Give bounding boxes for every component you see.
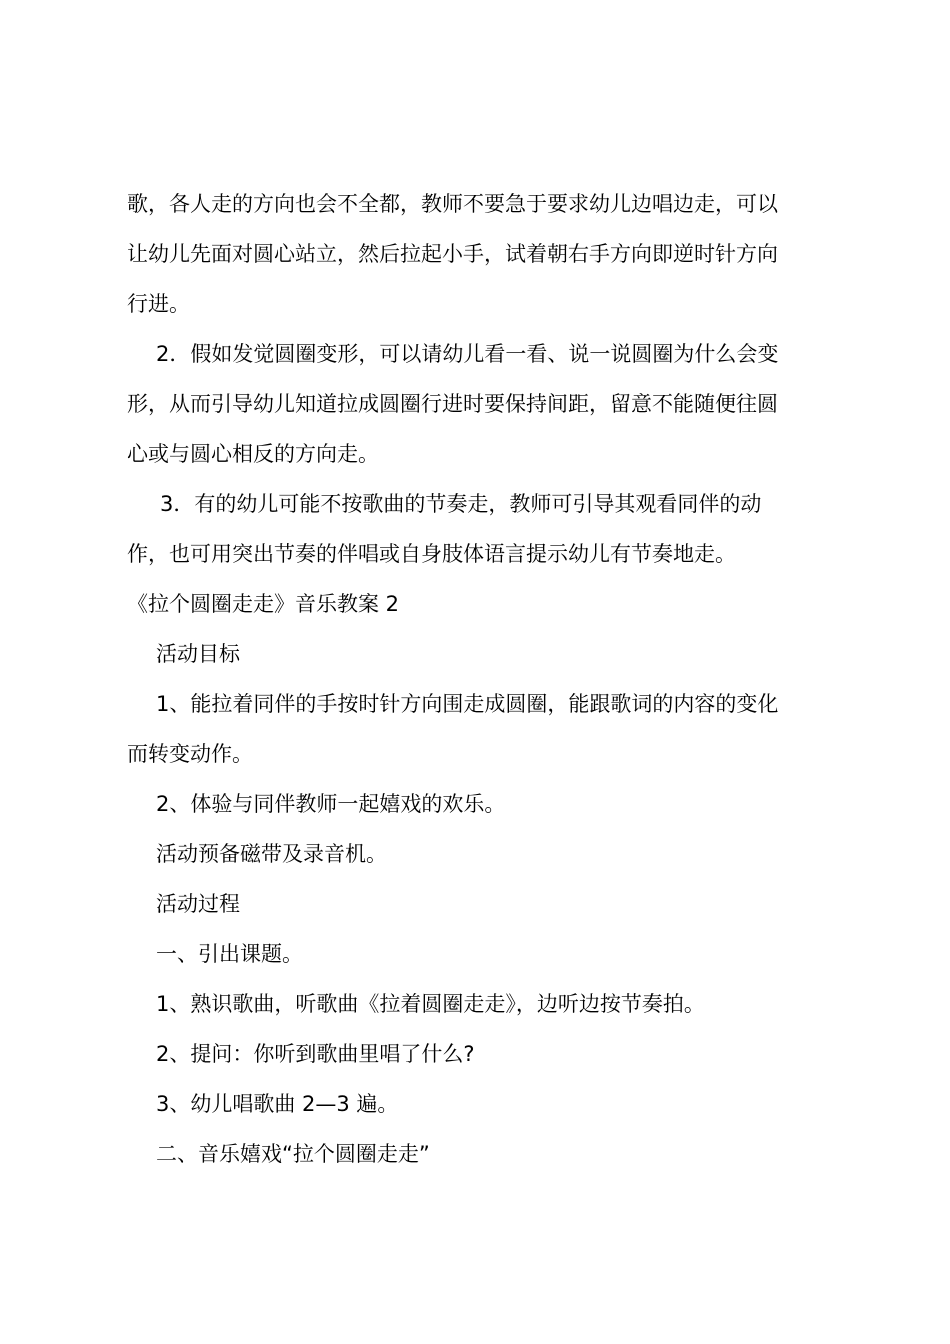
paragraph-line: 3．有的幼儿可能不按歌曲的节奏走，教师可引导其观看同伴的动 (160, 492, 762, 516)
paragraph-line: 2．假如发觉圆圈变形，可以请幼儿看一看、说一说圆圈为什么会变 (156, 342, 779, 366)
section-title: 《拉个圆圈走走》音乐教案 2 (127, 592, 400, 616)
heading: 活动目标 (156, 642, 240, 666)
paragraph-line: 3、幼儿唱歌曲 2—3 遍。 (156, 1092, 399, 1116)
paragraph-line: 心或与圆心相反的方向走。 (127, 442, 379, 466)
paragraph-line: 2、提问：你听到歌曲里唱了什么? (156, 1042, 475, 1066)
paragraph-line: 活动预备磁带及录音机。 (156, 842, 387, 866)
paragraph-line: 形，从而引导幼儿知道拉成圆圈行进时要保持间距，留意不能随便往圆 (127, 392, 778, 416)
paragraph-line: 让幼儿先面对圆心站立，然后拉起小手，试着朝右手方向即逆时针方向 (127, 242, 778, 266)
paragraph-line: 二、音乐嬉戏“拉个圆圈走走” (156, 1142, 430, 1166)
paragraph-line: 1、能拉着同伴的手按时针方向围走成圆圈，能跟歌词的内容的变化 (156, 692, 779, 716)
paragraph-line: 作，也可用突出节奏的伴唱或自身肢体语言提示幼儿有节奏地走。 (127, 542, 736, 566)
paragraph-line: 1、熟识歌曲，听歌曲《拉着圆圈走走》，边听边按节奏拍。 (156, 992, 705, 1016)
paragraph-line: 行进。 (127, 292, 190, 316)
paragraph-line: 2、体验与同伴教师一起嬉戏的欢乐。 (156, 792, 506, 816)
paragraph-line: 歌，各人走的方向也会不全都，教师不要急于要求幼儿边唱边走，可以 (127, 192, 778, 216)
heading: 活动过程 (156, 892, 240, 916)
paragraph-line: 而转变动作。 (127, 742, 253, 766)
paragraph-line: 一、引出课题。 (156, 942, 303, 966)
